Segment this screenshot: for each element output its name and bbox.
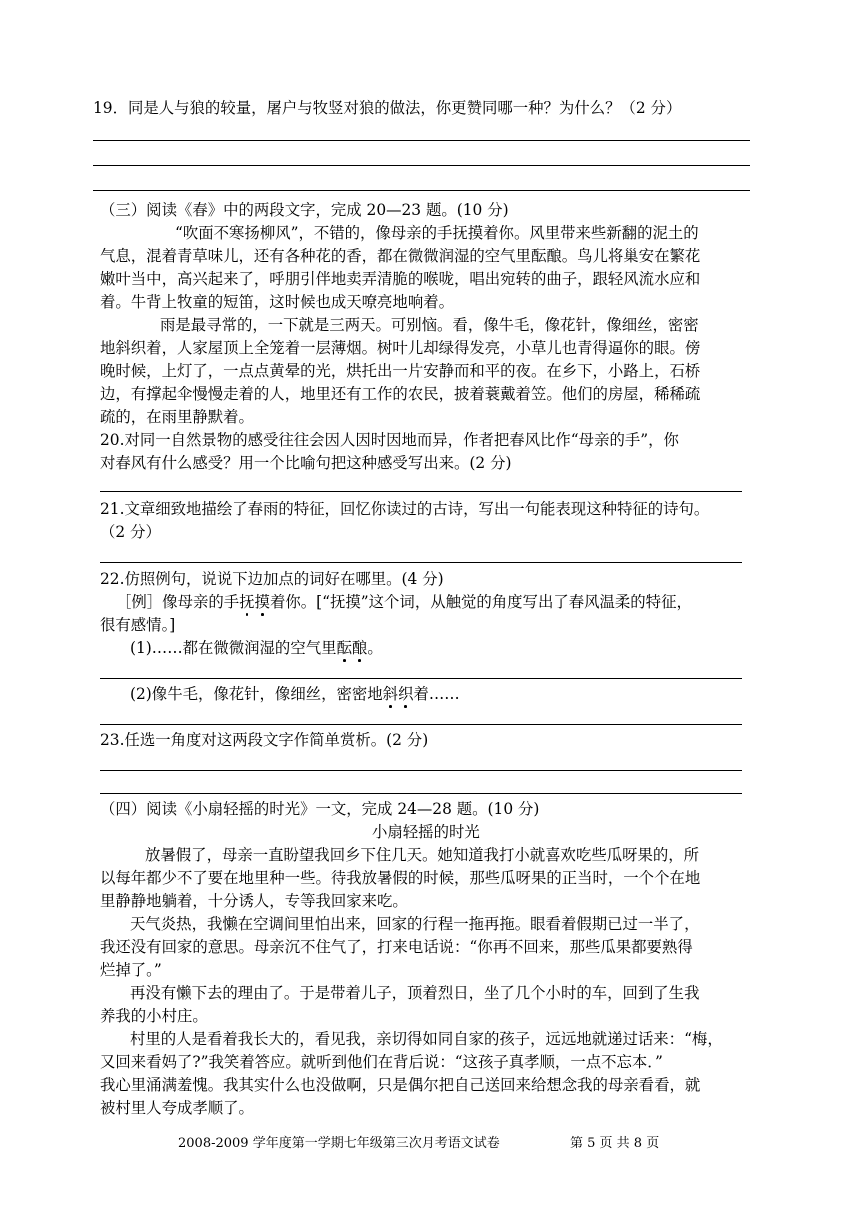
- answer-line: [100, 678, 742, 679]
- passage-line: 气息，混着青草味儿，还有各种花的香，都在微微润湿的空气里酝酿。鸟儿将巢安在繁花: [100, 247, 701, 265]
- answer-line: [100, 793, 742, 794]
- answer-line: [100, 724, 742, 725]
- answer-line: [100, 562, 742, 563]
- footer-exam-title: 2008-2009 学年度第一学期七年级第三次月考语文试卷: [178, 1136, 500, 1151]
- passage-line: 嫩叶当中，高兴起来了，呼朋引伴地卖弄清脆的喉咙，唱出宛转的曲子，跟轻风流水应和: [100, 270, 701, 288]
- emphasis-char: 斜: [382, 685, 399, 703]
- article-line: 我还没有回家的意思。母亲沉不住气了，打来电话说：“你再不回来，那些瓜果都要熟得: [100, 938, 693, 956]
- answer-line: [93, 140, 750, 141]
- item-text: (2)像牛毛，像花针，像细丝，密密地: [130, 685, 383, 703]
- article-line: 天气炎热，我懒在空调间里怕出来，回家的行程一拖再拖。眼看着假期已过一半了，: [130, 915, 700, 933]
- emphasis-char: 织: [398, 685, 414, 703]
- passage-line: 边，有撑起伞慢慢走着的人，地里还有工作的农民，披着蓑戴着笠。他们的房屋，稀稀疏: [100, 385, 701, 403]
- question-20-line: 对春风有什么感受？用一个比喻句把这种感受写出来。(2 分): [100, 454, 512, 472]
- question-22-example: [116, 592, 692, 612]
- passage-line: 着。牛背上牧童的短笛，这时候也成天嘹亮地响着。: [100, 293, 454, 311]
- article-line: 我心里涌满羞愧。我其实什么也没做啊，只是偶尔把自己送回来给想念我的母亲看看，就: [100, 1076, 701, 1094]
- question-22-item-2: [130, 684, 460, 704]
- example-text: 着你。[“抚摸”这个词，从触觉的角度写出了春风温柔的特征，: [269, 593, 692, 611]
- item-text: 。: [367, 639, 383, 657]
- article-line: 里静静地躺着，十分诱人，专等我回家来吃。: [100, 892, 408, 910]
- article-line: 烂掉了。”: [100, 961, 162, 979]
- answer-line: [100, 770, 742, 771]
- article-title: 小扇轻摇的时光: [372, 823, 480, 841]
- emphasis-char: 摸: [254, 593, 270, 611]
- article-line: 又回来看妈了?”我笑着答应。就听到他们在背后说：“这孩子真孝顺，一点不忘本．”: [100, 1053, 663, 1071]
- question-22-heading: 22.仿照例句，说说下边加点的词好在哪里。(4 分): [100, 570, 444, 588]
- passage-line: 雨是最寻常的，一下就是三两天。可别恼。看，像牛毛，像花针，像细丝，密密: [160, 316, 699, 334]
- footer-page-number: 第 5 页 共 8 页: [570, 1136, 660, 1151]
- item-text: 着……: [413, 685, 460, 703]
- article-line: 放暑假了，母亲一直盼望我回乡下住几天。她知道我打小就喜欢吃些瓜呀果的，所: [145, 846, 700, 864]
- answer-line: [100, 491, 742, 492]
- section-4-heading: （四）阅读《小扇轻摇的时光》一文，完成 24—28 题。(10 分): [100, 800, 540, 818]
- section-3-heading: （三）阅读《春》中的两段文字，完成 20—23 题。(10 分): [100, 201, 509, 219]
- answer-line: [93, 165, 750, 166]
- article-line: 养我的小村庄。: [100, 1007, 208, 1025]
- emphasis-char: 酝: [336, 639, 352, 657]
- article-line: 再没有懒下去的理由了。于是带着儿子，顶着烈日，坐了几个小时的车，回到了生我: [130, 984, 700, 1002]
- emphasis-char: 酿: [351, 639, 368, 657]
- emphasis-char: 抚: [239, 593, 255, 611]
- question-21-line: 21.文章细致地描绘了春雨的特征，回忆你读过的古诗，写出一句能表现这种特征的诗句。: [100, 500, 710, 518]
- passage-line: “吹面不寒扬柳风”，不错的，像母亲的手抚摸着你。风里带来些新翻的泥土的: [175, 224, 699, 242]
- example-text: ［例］像母亲的手: [116, 593, 240, 611]
- question-21-line: （2 分）: [100, 523, 161, 541]
- question-23: 23.任选一角度对这两段文字作简单赏析。(2 分): [100, 731, 429, 749]
- passage-line: 晚时候，上灯了，一点点黄晕的光，烘托出一片安静而和平的夜。在乡下，小路上，石桥: [100, 362, 701, 380]
- article-line: 被村里人夸成孝顺了。: [100, 1099, 254, 1117]
- question-19: 19．同是人与狼的较量，屠户与牧竖对狼的做法，你更赞同哪一种？为什么？（2 分）: [93, 99, 682, 117]
- article-line: 以每年都少不了要在地里种一些。待我放暑假的时候，那些瓜呀果的正当时，一个个在地: [100, 869, 701, 887]
- answer-line: [93, 190, 750, 191]
- passage-line: 地斜织着，人家屋顶上全笼着一层薄烟。树叶儿却绿得发亮，小草儿也青得逼你的眼。傍: [100, 339, 701, 357]
- article-line: 村里的人是看着我长大的，看见我，亲切得如同自家的孩子，远远地就递过话来：“梅，: [130, 1030, 723, 1048]
- passage-line: 疏的，在雨里静默着。: [100, 408, 254, 426]
- item-text: (1)……都在微微润湿的空气里: [130, 639, 337, 657]
- question-22-example-cont: 很有感情。]: [100, 616, 176, 634]
- question-22-item-1: [130, 638, 383, 658]
- question-20-line: 20.对同一自然景物的感受往往会因人因时因地而异，作者把春风比作“母亲的手”，你: [100, 431, 679, 449]
